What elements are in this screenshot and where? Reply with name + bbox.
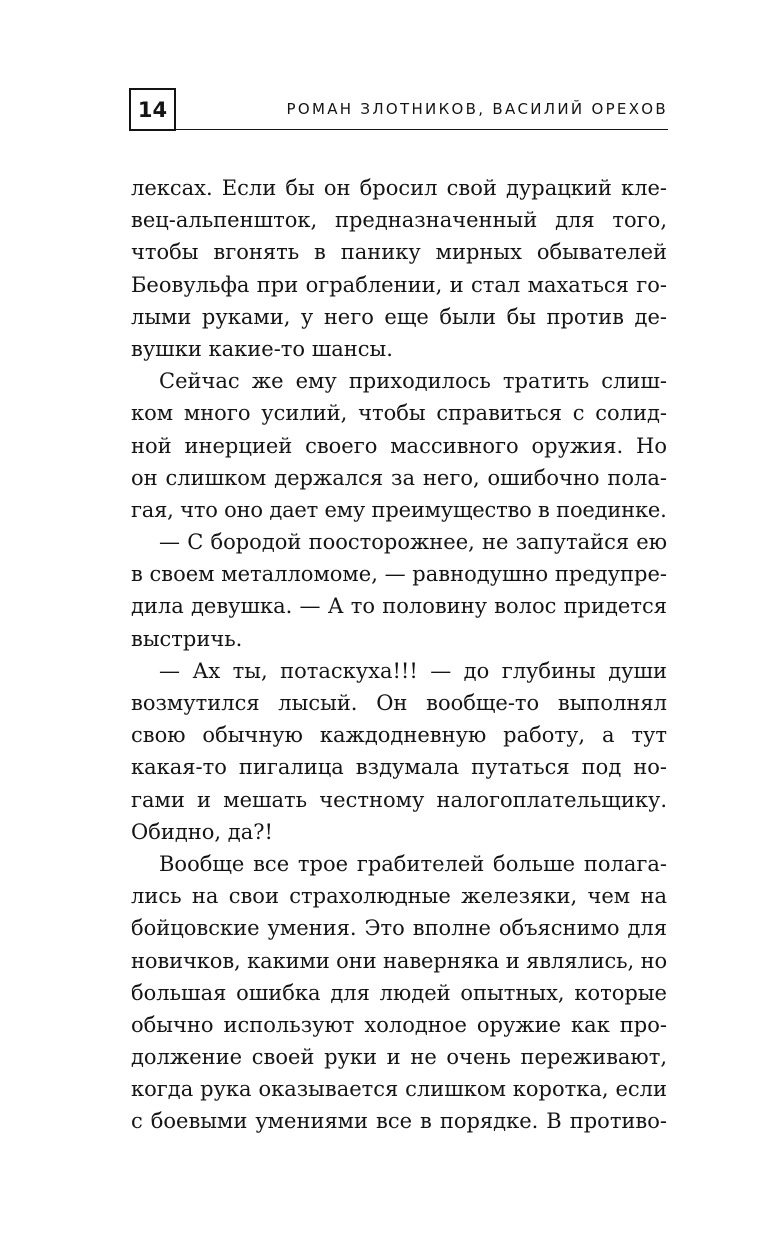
text-line: дила девушка. — А то половину волос придется xyxy=(131,594,667,619)
text-line: вушки какие-то шансы. xyxy=(131,336,393,361)
text-line: свою обычную каждодневную работу, а тут xyxy=(131,723,667,748)
text-line: выстричь. xyxy=(131,626,243,651)
text-line: вец-альпеншток, предназначенный для того, xyxy=(131,208,667,233)
text-line: Вообще все трое грабителей больше полага- xyxy=(159,851,667,876)
text-line: Беовульфа при ограблении, и стал махаться го- xyxy=(131,272,667,297)
text-line: в своем металломоме, — равнодушно предупре- xyxy=(131,562,667,587)
text-line: гами и мешать честному налогоплательщику. xyxy=(131,787,667,812)
header-rule xyxy=(176,129,668,130)
text-line: ком много усилий, чтобы справиться с солид- xyxy=(131,401,667,426)
text-line: чтобы вгонять в панику мирных обывателей xyxy=(131,240,667,265)
page-number: 14 xyxy=(129,88,176,131)
text-line: бойцовские умения. Это вполне объяснимо для xyxy=(131,916,667,941)
text-line: Обидно, да?! xyxy=(131,819,273,844)
text-line: Сейчас же ему приходилось тратить слиш- xyxy=(159,369,667,394)
text-line: когда рука оказывается слишком коротка, если xyxy=(131,1077,667,1102)
text-line: гая, что оно дает ему преимущество в поединке. xyxy=(131,497,667,522)
page-header xyxy=(129,88,668,135)
text-line: лексах. Если бы он бросил свой дурацкий кле- xyxy=(131,176,667,200)
body-text xyxy=(131,172,667,1138)
text-line: — Ах ты, потаскуха!!! — до глубины души xyxy=(159,658,667,683)
text-line: новичков, какими они наверняка и являлись, но xyxy=(131,948,667,973)
text-line: обычно используют холодное оружие как про- xyxy=(131,1012,667,1037)
text-line: возмутился лысый. Он вообще-то выполнял xyxy=(131,691,667,715)
running-head: РОМАН ЗЛОТНИКОВ, ВАСИЛИЙ ОРЕХОВ xyxy=(286,100,668,118)
text-line: лыми руками, у него еще были бы против де- xyxy=(131,304,667,329)
text-line: с боевыми умениями все в порядке. В противо- xyxy=(131,1109,667,1134)
text-line: большая ошибка для людей опытных, которые xyxy=(131,980,667,1005)
text-line: какая-то пигалица вздумала путаться под но- xyxy=(131,755,667,780)
text-line: лись на свои страхолюдные железяки, чем на xyxy=(131,884,667,909)
text-line: — С бородой поосторожнее, не запутайся ею xyxy=(159,530,667,555)
text-line: должение своей руки и не очень переживают, xyxy=(131,1045,667,1070)
text-line: ной инерцией своего массивного оружия. Но xyxy=(131,433,667,458)
text-line: он слишком держался за него, ошибочно пола- xyxy=(131,465,667,490)
